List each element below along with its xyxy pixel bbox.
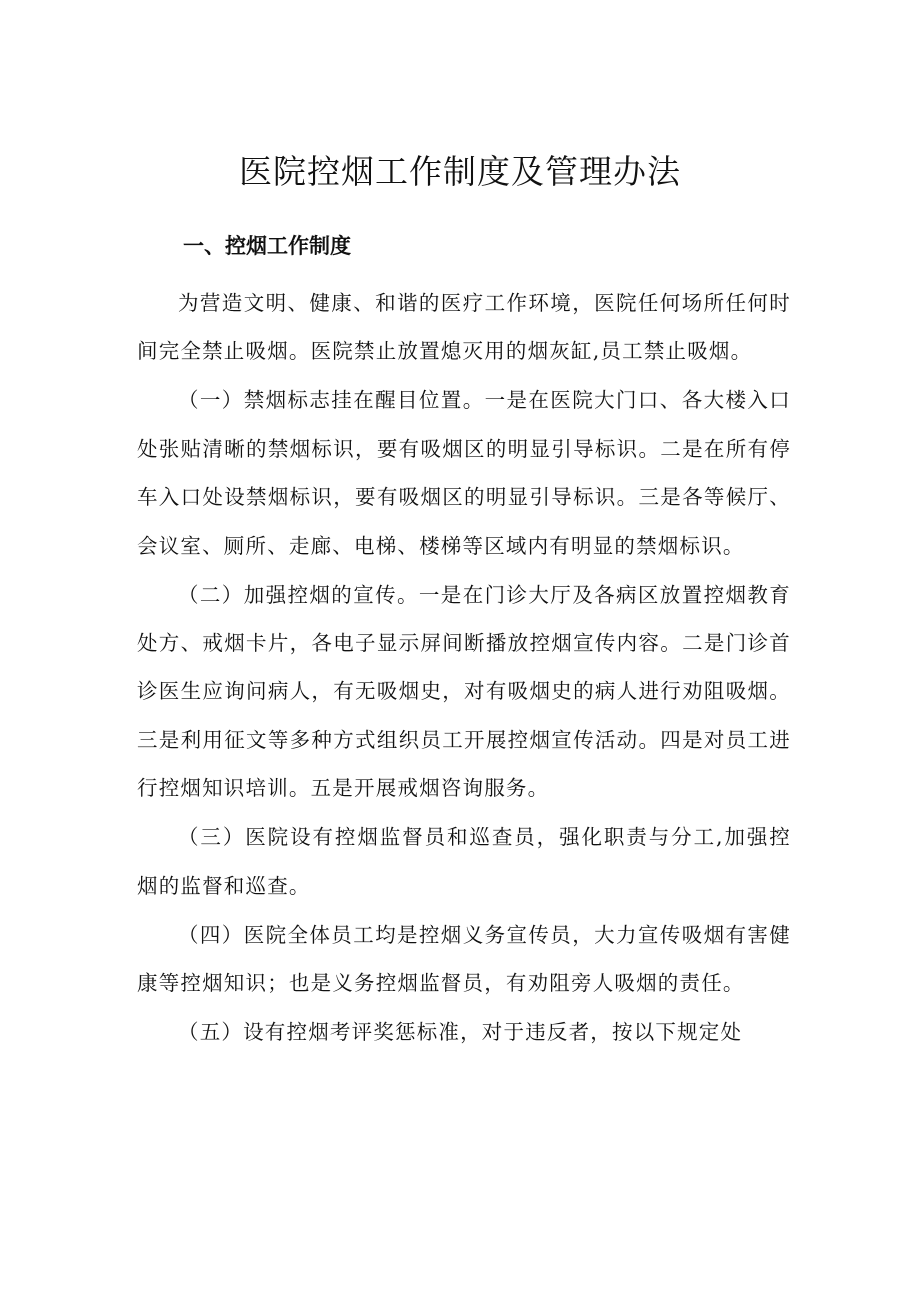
paragraph-item-4: （四）医院全体员工均是控烟义务宣传员，大力宣传吸烟有害健康等控烟知识；也是义务控烟监督员，有劝阻旁人吸烟的责任。 [137, 922, 791, 996]
paragraph-intro: 为营造文明、健康、和谐的医疗工作环境，医院任何场所任何时间完全禁止吸烟。医院禁止放置熄灭用的烟灰缸,员工禁止吸烟。 [137, 291, 791, 364]
paragraph-item-5: （五）设有控烟考评奖惩标准，对于违反者，按以下规定处 [178, 1020, 743, 1045]
document-title: 医院控烟工作制度及管理办法 [239, 152, 681, 191]
section-heading: 一、控烟工作制度 [183, 234, 351, 258]
section-body [137, 279, 791, 1057]
paragraph-item-3: （三）医院设有控烟监督员和巡查员，强化职责与分工,加强控烟的监督和巡查。 [137, 825, 791, 898]
paragraph-item-2: （二）加强控烟的宣传。一是在门诊大厅及各病区放置控烟教育处方、戒烟卡片，各电子显示屏间断播放控烟宣传内容。二是门诊首诊医生应询问病人，有无吸烟史，对有吸烟史的病人进行劝阻吸烟。三是利用征文等多种方式组织员工开展控烟宣传活动。四是对员工进行控烟知识培训。五是开展戒烟咨询服务。 [137, 582, 791, 801]
paragraph-item-1: （一）禁烟标志挂在醒目位置。一是在医院大门口、各大楼入口处张贴清晰的禁烟标识，要有吸烟区的明显引导标识。二是在所有停车入口处设禁烟标识，要有吸烟区的明显引导标识。三是各等候厅、会议室、厕所、走廊、电梯、楼梯等区域内有明显的禁烟标识。 [137, 388, 791, 558]
